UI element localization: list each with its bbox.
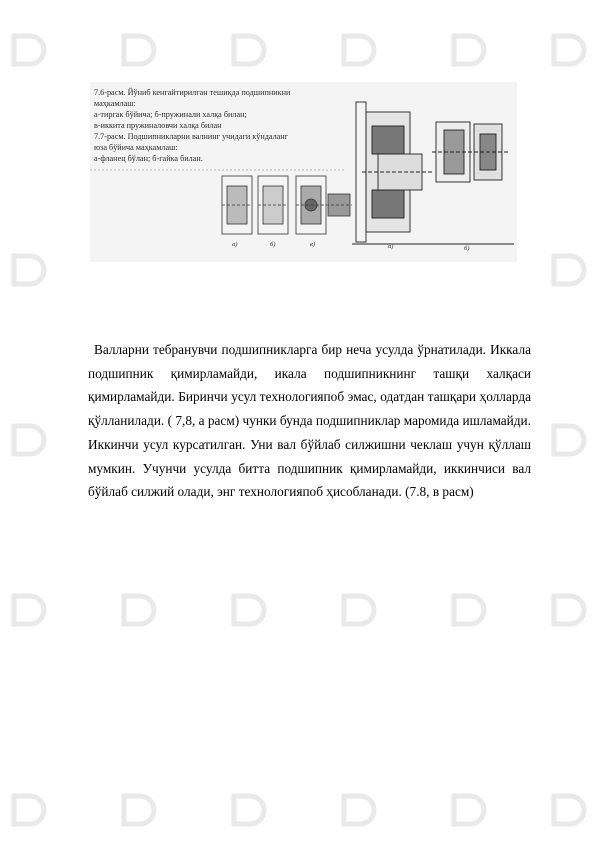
watermark-icon (338, 30, 378, 70)
watermark-icon (548, 590, 588, 630)
caption-line: а-тиргак бўйича; б-пружинали халқа билан; (94, 110, 247, 119)
sub-label: в) (310, 241, 315, 248)
figure-caption (94, 88, 291, 163)
watermark-icon (118, 790, 158, 830)
watermark-icon (8, 30, 48, 70)
caption-line: а-фланец бўлан; б-гайка билан. (94, 154, 203, 163)
bearing-figure (90, 82, 517, 262)
drawing-7-6 (222, 176, 352, 234)
watermark-icon (338, 790, 378, 830)
watermark-icon (548, 790, 588, 830)
watermark-icon (448, 790, 488, 830)
watermark-icon (228, 590, 268, 630)
watermark-icon (8, 250, 48, 290)
watermark-icon (228, 30, 268, 70)
watermark-icon (118, 590, 158, 630)
sub-label: б) (270, 241, 276, 248)
watermark-icon (548, 30, 588, 70)
sub-label: а) (388, 243, 394, 250)
watermark-icon (548, 420, 588, 460)
sub-label: а) (232, 241, 238, 248)
sub-label: б) (464, 245, 470, 252)
watermark-icon (448, 30, 488, 70)
watermark-icon (448, 590, 488, 630)
drawing-7-7 (352, 102, 514, 244)
caption-line: маҳкамлаш: (94, 99, 136, 108)
watermark-icon (338, 590, 378, 630)
watermark-icon (8, 790, 48, 830)
watermark-icon (8, 590, 48, 630)
body-paragraph: Валларни тебранувчи подшипникларга бир неча усулда ўрнатилади. Иккала подшипник қимирламайди, икала подшипникнинг ташқи халқаси қимирламайди. Биринчи усул технологияпоб эмас, одатдан ташқари ҳолларда қўлланилади. ( 7,8, а расм) чунки бунда подшипниклар маромида ишламайди. Иккинчи усул курсатилган. Уни вал бўйлаб силжишни чеклаш учун қўллаш мумкин. Учунчи усулда битта подшипник қимирламайди, иккинчиси вал бўйлаб силжий олади, энг технологияпоб ҳисобланади. (7.8, в расм) (88, 342, 531, 500)
watermark-icon (118, 30, 158, 70)
caption-line: 7.7-расм. Подшипникларни валнинг учидаги кўндаланг (94, 132, 289, 141)
caption-line: в-иккита пружиналовчи халқа билан (94, 121, 222, 130)
watermark-icon (548, 250, 588, 290)
caption-line: 7.6-расм. Йўниб кенгайтирилган тешикда подшипникни (94, 88, 291, 97)
watermark-icon (228, 790, 268, 830)
caption-line: юза бўйича маҳкамлаш: (94, 143, 178, 152)
watermark-icon (8, 420, 48, 460)
